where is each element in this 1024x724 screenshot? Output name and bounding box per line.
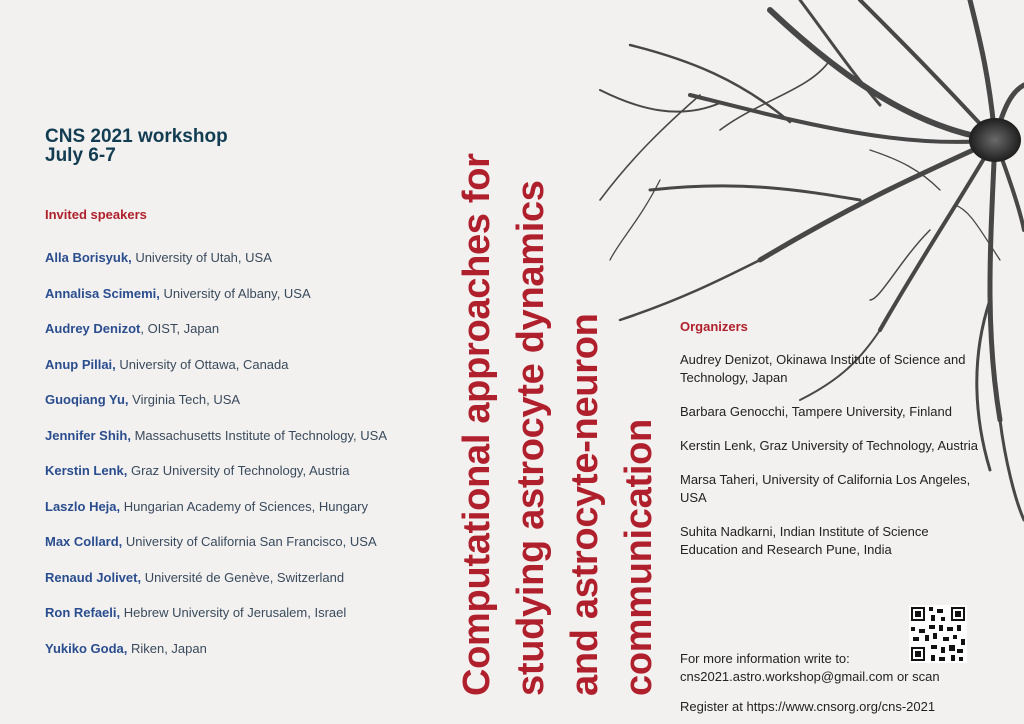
speaker-name: Yukiko Goda, — [45, 640, 128, 656]
speaker-item — [45, 250, 387, 286]
speaker-name: Kerstin Lenk, — [45, 463, 128, 478]
contact-prompt: For more information write to: — [680, 651, 850, 666]
title-line: and astrocyte-neuron — [564, 313, 606, 696]
speaker-name: Max Collard, — [45, 534, 123, 549]
speaker-name: Alla Borisyuk, — [45, 250, 132, 265]
speaker-item — [45, 641, 387, 677]
workshop-info — [45, 127, 228, 165]
speaker-affiliation: University of Albany, USA — [159, 285, 311, 301]
speaker-name: Annalisa Scimemi, — [45, 285, 160, 301]
speaker-item — [45, 357, 387, 393]
speaker-item — [45, 605, 387, 641]
speaker-item — [45, 570, 387, 606]
speaker-name: Laszlo Heja, — [45, 498, 121, 514]
organizer-item: Marsa Taheri, University of California Los Angeles, USA — [680, 472, 971, 505]
speaker-affiliation: Virginia Tech, USA — [128, 392, 241, 407]
speaker-item — [45, 499, 387, 535]
speaker-affiliation: Riken, Japan — [127, 640, 207, 656]
speaker-name: Guoqiang Yu, — [45, 392, 129, 407]
speaker-name: Renaud Jolivet, — [45, 569, 142, 585]
speaker-name: Audrey Denizot — [45, 321, 141, 336]
organizer-item: Audrey Denizot, Okinawa Institute of Science and Technology, Japan — [680, 352, 966, 385]
speaker-name: Ron Refaeli, — [45, 605, 121, 620]
workshop-dates: July 6-7 — [45, 145, 116, 166]
speaker-item — [45, 463, 387, 499]
speaker-affiliation: Université de Genève, Switzerland — [141, 569, 345, 585]
speaker-list — [45, 250, 387, 676]
contact-email[interactable]: cns2021.astro.workshop@gmail.com or scan — [680, 669, 940, 684]
organizer-list — [680, 351, 980, 575]
speaker-name: Jennifer Shih, — [45, 427, 131, 443]
workshop-title — [450, 44, 660, 696]
organizer-item: Barbara Genocchi, Tampere University, Finland — [680, 404, 952, 419]
speaker-affiliation: University of California San Francisco, USA — [122, 534, 377, 549]
contact-info — [680, 650, 940, 686]
organizer-item: Suhita Nadkarni, Indian Institute of Science Education and Research Pune, India — [680, 524, 929, 557]
speaker-affiliation: Massachusetts Institute of Technology, USA — [130, 427, 388, 443]
invited-speakers-heading: Invited speakers — [45, 207, 147, 222]
workshop-title-text — [450, 44, 666, 696]
speaker-item — [45, 428, 387, 464]
speaker-affiliation: Hebrew University of Jerusalem, Israel — [120, 605, 347, 620]
organizer-item: Kerstin Lenk, Graz University of Technology, Austria — [680, 438, 978, 453]
speaker-affiliation: , OIST, Japan — [140, 321, 220, 336]
organizers-heading: Organizers — [680, 319, 748, 334]
title-line: studying astrocyte dynamics — [510, 180, 552, 696]
speaker-item — [45, 392, 387, 428]
speaker-affiliation: Hungarian Academy of Sciences, Hungary — [120, 498, 368, 514]
speaker-affiliation: Graz University of Technology, Austria — [127, 463, 350, 478]
speaker-item — [45, 321, 387, 357]
title-line: communication — [618, 419, 660, 696]
speaker-item — [45, 286, 387, 322]
register-link[interactable]: Register at https://www.cnsorg.org/cns-2021 — [680, 699, 936, 714]
workshop-name: CNS 2021 workshop — [45, 126, 228, 147]
speaker-affiliation: University of Ottawa, Canada — [115, 356, 289, 372]
speaker-name: Anup Pillai, — [45, 356, 116, 372]
speaker-item — [45, 534, 387, 570]
speaker-affiliation: University of Utah, USA — [131, 250, 272, 265]
title-line: Computational approaches for — [456, 153, 498, 696]
